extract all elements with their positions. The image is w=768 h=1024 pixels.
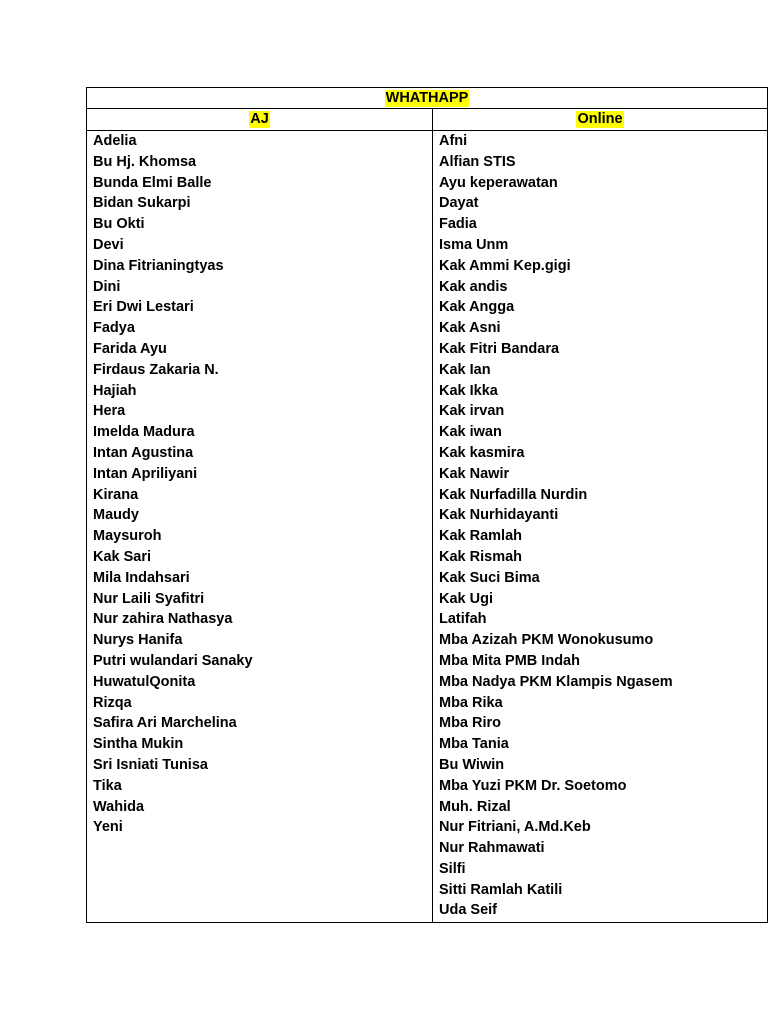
list-item: Kak Rismah	[439, 548, 523, 565]
list-item: HuwatulQonita	[93, 673, 196, 690]
list-item: Dayat	[439, 195, 479, 212]
list-item: Isma Unm	[439, 236, 509, 253]
list-item: Mba Yuzi PKM Dr. Soetomo	[439, 777, 627, 794]
list-item: Mba Mita PMB Indah	[439, 652, 580, 669]
list-item: Nur Fitriani, A.Md.Keb	[439, 819, 591, 836]
list-item: Hera	[93, 403, 126, 420]
list-item: Intan Agustina	[93, 444, 194, 461]
list-item: Nur Rahmawati	[439, 840, 545, 857]
list-item: Sri Isniati Tunisa	[93, 756, 208, 773]
list-item: Kak Fitri Bandara	[439, 340, 560, 357]
list-item: Mila Indahsari	[93, 569, 190, 586]
list-item: Kak irvan	[439, 403, 505, 420]
list-item: Dini	[93, 278, 121, 295]
list-item: Firdaus Zakaria N.	[93, 361, 219, 378]
list-item: Kak Nurfadilla Nurdin	[439, 486, 588, 503]
list-item: Kak Nawir	[439, 465, 510, 482]
list-item: Ayu keperawatan	[439, 174, 558, 191]
table-title-row	[87, 88, 767, 109]
list-item: Latifah	[439, 611, 487, 628]
list-item: Afni	[439, 133, 468, 149]
list-item: Intan Apriliyani	[93, 465, 198, 482]
list-item: Kak kasmira	[439, 444, 525, 461]
column-header-aj-label: AJ	[250, 111, 269, 127]
list-item: Sitti Ramlah Katili	[439, 881, 563, 898]
list-item: Mba Riro	[439, 715, 502, 732]
list-item: Kak Ugi	[439, 590, 493, 607]
list-item: Mba Rika	[439, 694, 503, 711]
list-item: Kak Nurhidayanti	[439, 507, 559, 524]
column-header-row	[87, 109, 767, 131]
list-item: Maysuroh	[93, 528, 162, 545]
aj-list	[87, 131, 432, 838]
list-item: Bidan Sukarpi	[93, 195, 191, 212]
list-item: Nurys Hanifa	[93, 632, 183, 649]
list-item: Mba Nadya PKM Klampis Ngasem	[439, 673, 673, 690]
list-item: Imelda Madura	[93, 424, 195, 441]
table-title: WHATHAPP	[385, 89, 469, 106]
list-item: Kirana	[93, 486, 139, 503]
list-item: Muh. Rizal	[439, 798, 511, 815]
list-item: Dina Fitrianingtyas	[93, 257, 224, 274]
list-item: Adelia	[93, 133, 137, 149]
list-item: Nur Laili Syafitri	[93, 590, 205, 607]
list-item: Kak Ramlah	[439, 528, 523, 545]
list-item: Kak iwan	[439, 424, 502, 441]
list-item: Bu Wiwin	[439, 756, 505, 773]
list-item: Farida Ayu	[93, 340, 167, 357]
list-item: Bu Okti	[93, 216, 145, 233]
list-item: Devi	[93, 236, 124, 253]
list-item: Mba Azizah PKM Wonokusumo	[439, 632, 654, 649]
list-item: Maudy	[93, 507, 139, 524]
list-item: Kak Asni	[439, 320, 501, 337]
list-item: Sintha Mukin	[93, 736, 184, 753]
list-item: Wahida	[93, 798, 145, 815]
list-item: Alfian STIS	[439, 153, 516, 170]
list-item: Putri wulandari Sanaky	[93, 652, 253, 669]
list-item: Fadia	[439, 216, 477, 233]
list-item: Kak Ian	[439, 361, 491, 378]
column-header-online-label: Online	[577, 111, 623, 127]
list-item: Kak Sari	[93, 548, 152, 565]
list-item: Kak Angga	[439, 299, 515, 316]
list-item: Bunda Elmi Balle	[93, 174, 212, 191]
contact-table	[86, 87, 768, 923]
list-item: Silfi	[439, 860, 466, 877]
list-item: Bu Hj. Khomsa	[93, 153, 197, 170]
list-item: Kak Suci Bima	[439, 569, 540, 586]
list-item: Fadya	[93, 320, 135, 337]
list-item: Kak andis	[439, 278, 508, 295]
list-item: Eri Dwi Lestari	[93, 299, 194, 316]
list-item: Hajiah	[93, 382, 137, 399]
online-list	[433, 131, 767, 921]
list-item: Uda Seif	[439, 902, 498, 919]
aj-column	[87, 131, 433, 922]
column-header-online	[433, 109, 767, 130]
online-column	[433, 131, 767, 922]
list-item: Nur zahira Nathasya	[93, 611, 233, 628]
list-item: Mba Tania	[439, 736, 509, 753]
list-item: Rizqa	[93, 694, 132, 711]
list-item: Tika	[93, 777, 122, 794]
list-item: Safira Ari Marchelina	[93, 715, 237, 732]
column-header-aj	[87, 109, 433, 130]
list-item: Yeni	[93, 819, 123, 836]
table-body	[87, 131, 767, 922]
list-item: Kak Ammi Kep.gigi	[439, 257, 571, 274]
list-item: Kak Ikka	[439, 382, 498, 399]
